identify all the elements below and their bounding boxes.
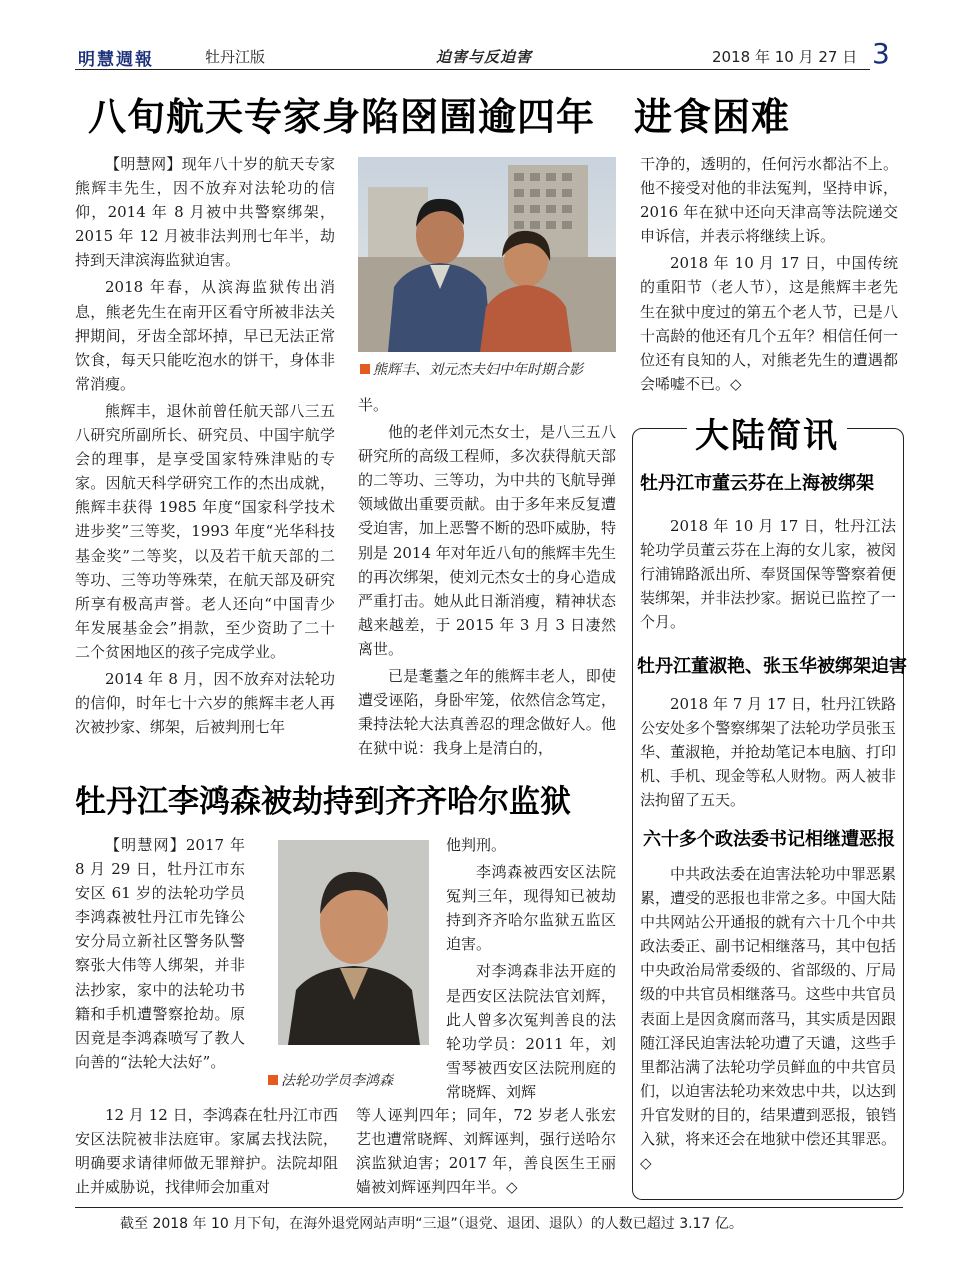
caption-marker-icon — [360, 364, 370, 374]
paragraph: 对李鸿森非法开庭的是西安区法院法官刘辉，此人曾多次冤判善良的法轮功学员：2011 年，刘雪琴被西安区法院刑庭的常晓辉、刘辉 — [446, 962, 616, 1101]
footer-text: 截至 2018 年 10 月下旬，在海外退党网站声明“三退”（退党、退团、退队）的人数已超过 3.17 亿。 — [120, 1216, 743, 1232]
brief-body — [640, 514, 896, 634]
paragraph: 李鸿森被西安区法院冤判三年，现得知已被劫持到齐齐哈尔监狱五监区迫害。 — [446, 863, 616, 954]
article2-col2-bottom — [356, 1103, 616, 1199]
brief-body — [640, 862, 896, 1175]
paragraph: 等人诬判四年；同年，72 岁老人张宏艺也遭常晓辉、刘辉诬判，强行送哈尔滨监狱迫害；2017 年，善良医生王丽嫱被刘辉诬判四年半。◇ — [356, 1106, 616, 1197]
page-number: 3 — [872, 37, 890, 70]
paragraph: 2018 年 7 月 17 日，牡丹江铁路公安处多个警察绑架了法轮功学员张玉华、董淑艳，并抢劫笔记本电脑、打印机、手机、现金等私人财物。两人被非法拘留了五天。 — [640, 695, 896, 810]
paragraph: 12 月 12 日，李鸿森在牡丹江市西安区法院被非法庭审。家属去找法院，明确要求请律师做无罪辩护。法院却阻止并威胁说，找律师会加重对 — [75, 1106, 338, 1197]
article1-col1 — [75, 152, 335, 739]
caption-marker-icon — [268, 1075, 278, 1085]
news-brief-title: 大陆简讯 — [687, 416, 847, 456]
portrait-photo — [278, 840, 429, 1045]
paragraph: 2018 年春，从滨海监狱传出消息，熊老先生在南开区看守所被非法关押期间，牙齿全部坏掉，早已无法正常饮食，每天只能吃泡水的饼干，身体非常消瘦。 — [75, 278, 335, 393]
paragraph: 2018 年 10 月 17 日，牡丹江法轮功学员董云芬在上海的女儿家，被闵行浦锦路派出所、奉贤国保等警察着便装绑架，并非法抄家。据说已监控了一个月。 — [640, 517, 896, 632]
article1-col2 — [358, 393, 616, 760]
caption-text: 法轮功学员李鸿森 — [281, 1073, 393, 1089]
article2-col1-top — [75, 833, 245, 1074]
article1-col3 — [640, 152, 898, 396]
paragraph: 已是耄耋之年的熊辉丰老人，即使遭受诬陷，身卧牢笼，依然信念笃定，秉持法轮大法真善忍的理念做好人。他在狱中说：我身上是清白的， — [358, 667, 616, 758]
footer-rule — [75, 1207, 903, 1208]
caption-text: 熊辉丰、刘元杰夫妇中年时期合影 — [373, 362, 583, 378]
article1-title: 八旬航天专家身陷囹圄逾四年 进食困难 — [88, 94, 791, 139]
edition-label: 牡丹江版 — [205, 48, 266, 66]
photo1-caption — [360, 359, 583, 379]
paragraph: 半。 — [358, 396, 389, 414]
article2-title: 牡丹江李鸿森被劫持到齐齐哈尔监狱 — [75, 784, 571, 820]
masthead-brand: 明慧週報 — [78, 50, 154, 70]
brief-headline: 六十多个政法委书记相继遭恶报 — [643, 829, 895, 850]
paragraph: 中共政法委在迫害法轮功中罪恶累累，遭受的恶报也非常之多。中国大陆中共网站公开通报的就有六十几个中共政法委正、副书记相继落马，其中包括中央政治局常委级的、省部级的、厅局级的中共官员相继落马。这些中共官员表面上是因贪腐而落马，其实质是因跟随江泽民迫害法轮功遭了天谴，这些手里都沾满了法轮功学员鲜血的中共官员们，以迫害法轮功来效忠中共，以达到升官发财的目的，结果遭到恶报，锒铛入狱，将来还会在地狱中偿还其罪恶。◇ — [640, 865, 896, 1173]
brief-headline: 牡丹江市董云芬在上海被绑架 — [640, 473, 874, 494]
issue-date: 2018 年 10 月 27 日 — [712, 48, 858, 66]
article2-col1-bottom — [75, 1103, 338, 1199]
paragraph: 他的老伴刘元杰女士，是八三五八研究所的高级工程师，多次获得航天部的二等功、三等功，为中共的飞航导弹领域做出重要贡献。由于多年来反复遭受迫害，加上恶警不断的恐吓威胁，特别是 2014 年对年近八旬的熊辉丰先生的再次绑架，使刘元杰女士的身心造成严重打击。她从此日渐消瘦，精神状态越来越差，于 2015 年 3 月 3 日凄然离世。 — [358, 423, 616, 658]
section-label: 迫害与反迫害 — [436, 48, 533, 66]
paragraph: 熊辉丰，退休前曾任航天部八三五八研究所副所长、研究员、中国宇航学会的理事，是享受国家特殊津贴的专家。因航天科学研究工作的杰出成就，熊辉丰获得 1985 年度“国家科学技术进步奖”三等奖，1993 年度“光华科技基金奖”二等奖，以及若干航天部的二等功、三等功等殊荣，在航天部及研究所享有极高声誉。老人还向“中国青少年发展基金会”捐款，至少资助了二十二个贫困地区的孩子完成学业。 — [75, 401, 335, 661]
paragraph: 【明慧网】2017 年 8 月 29 日，牡丹江市东安区 61 岁的法轮功学员李鸿森被牡丹江市先锋公安分局立新社区警务队警察张大伟等人绑架，并非法抄家，家中的法轮功书籍和手机遭警察抢劫。原因竟是李鸿森喷写了教人向善的“法轮大法好”。 — [75, 836, 245, 1071]
paragraph: 【明慧网】现年八十岁的航天专家熊辉丰先生，因不放弃对法轮功的信仰，2014 年 8 月被中共警察绑架，2015 年 12 月被非法判刑七年半，劫持到天津滨海监狱迫害。 — [75, 155, 335, 270]
photo2-caption — [268, 1070, 393, 1090]
brief-body — [640, 692, 896, 812]
paragraph: 2014 年 8 月，因不放弃对法轮功的信仰，时年七十六岁的熊辉丰老人再次被抄家、绑架，后被判刑七年 — [75, 669, 335, 737]
paragraph: 干净的，透明的，任何污水都沾不上。他不接受对他的非法冤判，坚持申诉，2016 年在狱中还向天津高等法院递交申诉信，并表示将继续上诉。 — [640, 155, 898, 246]
header-rule — [75, 69, 870, 70]
couple-photo — [358, 157, 616, 352]
paragraph: 他判刑。 — [446, 836, 507, 854]
brief-headline: 牡丹江董淑艳、张玉华被绑架迫害 — [637, 656, 907, 677]
paragraph: 2018 年 10 月 17 日，中国传统的重阳节（老人节），这是熊辉丰老先生在狱中度过的第五个老人节，已是八十高龄的他还有几个五年？相信任何一位还有良知的人，对熊老先生的遭遇都会唏嘘不已。◇ — [640, 254, 898, 393]
article2-col2-top — [446, 833, 616, 1104]
